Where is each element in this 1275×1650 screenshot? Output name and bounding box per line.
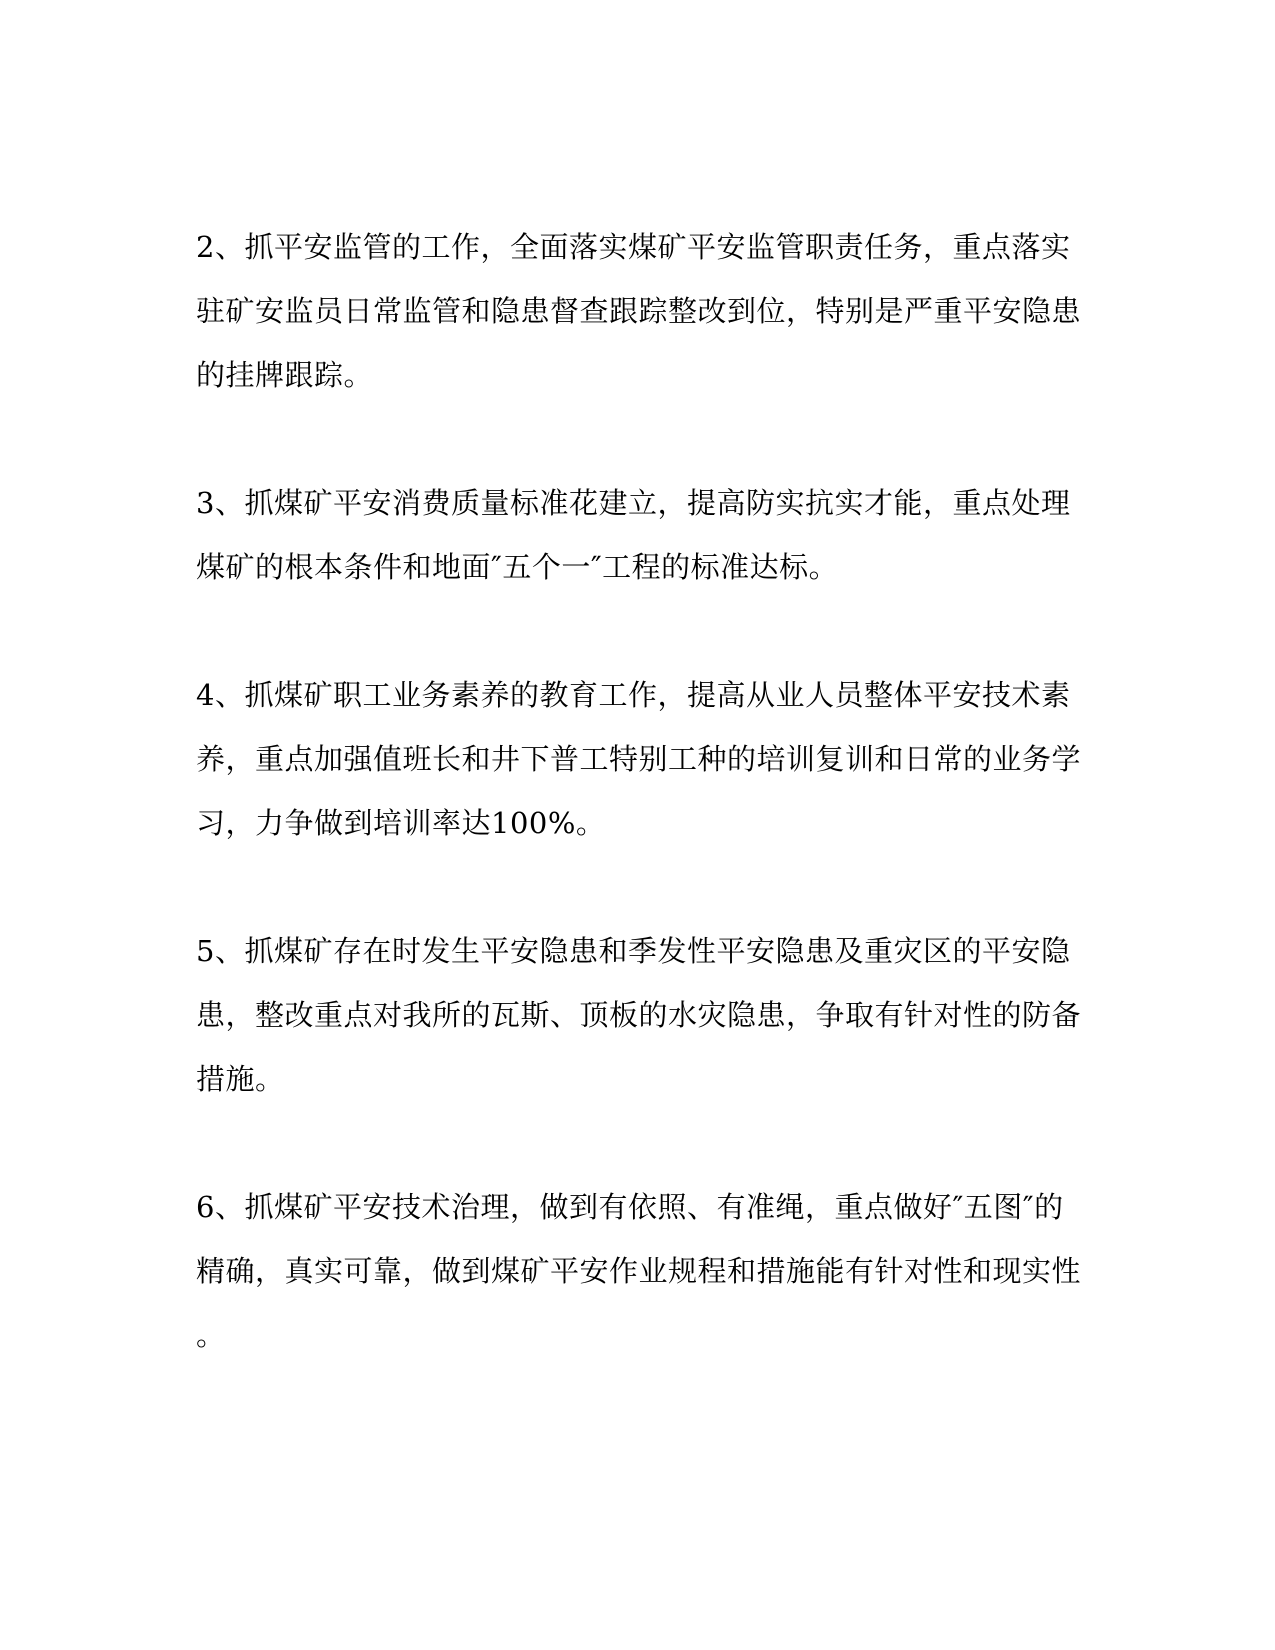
paragraph-line: 的挂牌跟踪。 [196,358,374,392]
paragraph-line: 养，重点加强值班长和井下普工特别工种的培训复训和日常的业务学 [196,742,1082,776]
paragraph-item-3 [196,471,1076,599]
paragraph-item-6 [196,1175,1082,1367]
paragraph-item-2 [196,215,1082,407]
paragraph-line: 。 [196,1318,226,1352]
paragraph-line: 5、抓煤矿存在时发生平安隐患和季发性平安隐患及重灾区的平安隐 [196,934,1071,968]
paragraph-line: 习，力争做到培训率达100%。 [196,806,606,840]
paragraph-item-4 [196,663,1082,855]
paragraph-line: 3、抓煤矿平安消费质量标准花建立，提高防实抗实才能，重点处理 [196,486,1071,520]
paragraph-line: 4、抓煤矿职工业务素养的教育工作，提高从业人员整体平安技术素 [196,678,1071,712]
paragraph-line: 措施。 [196,1062,285,1096]
paragraph-item-5 [196,919,1082,1111]
paragraph-line: 驻矿安监员日常监管和隐患督查跟踪整改到位，特别是严重平安隐患 [196,294,1082,328]
paragraph-line: 精确，真实可靠，做到煤矿平安作业规程和措施能有针对性和现实性 [196,1254,1082,1288]
paragraph-line: 2、抓平安监管的工作，全面落实煤矿平安监管职责任务，重点落实 [196,230,1071,264]
paragraph-line: 煤矿的根本条件和地面″五个一″工程的标准达标。 [196,550,839,584]
paragraph-line: 6、抓煤矿平安技术治理，做到有依照、有准绳，重点做好″五图″的 [196,1190,1064,1224]
paragraph-line: 患，整改重点对我所的瓦斯、顶板的水灾隐患，争取有针对性的防备 [196,998,1082,1032]
document-body [196,215,1082,1431]
